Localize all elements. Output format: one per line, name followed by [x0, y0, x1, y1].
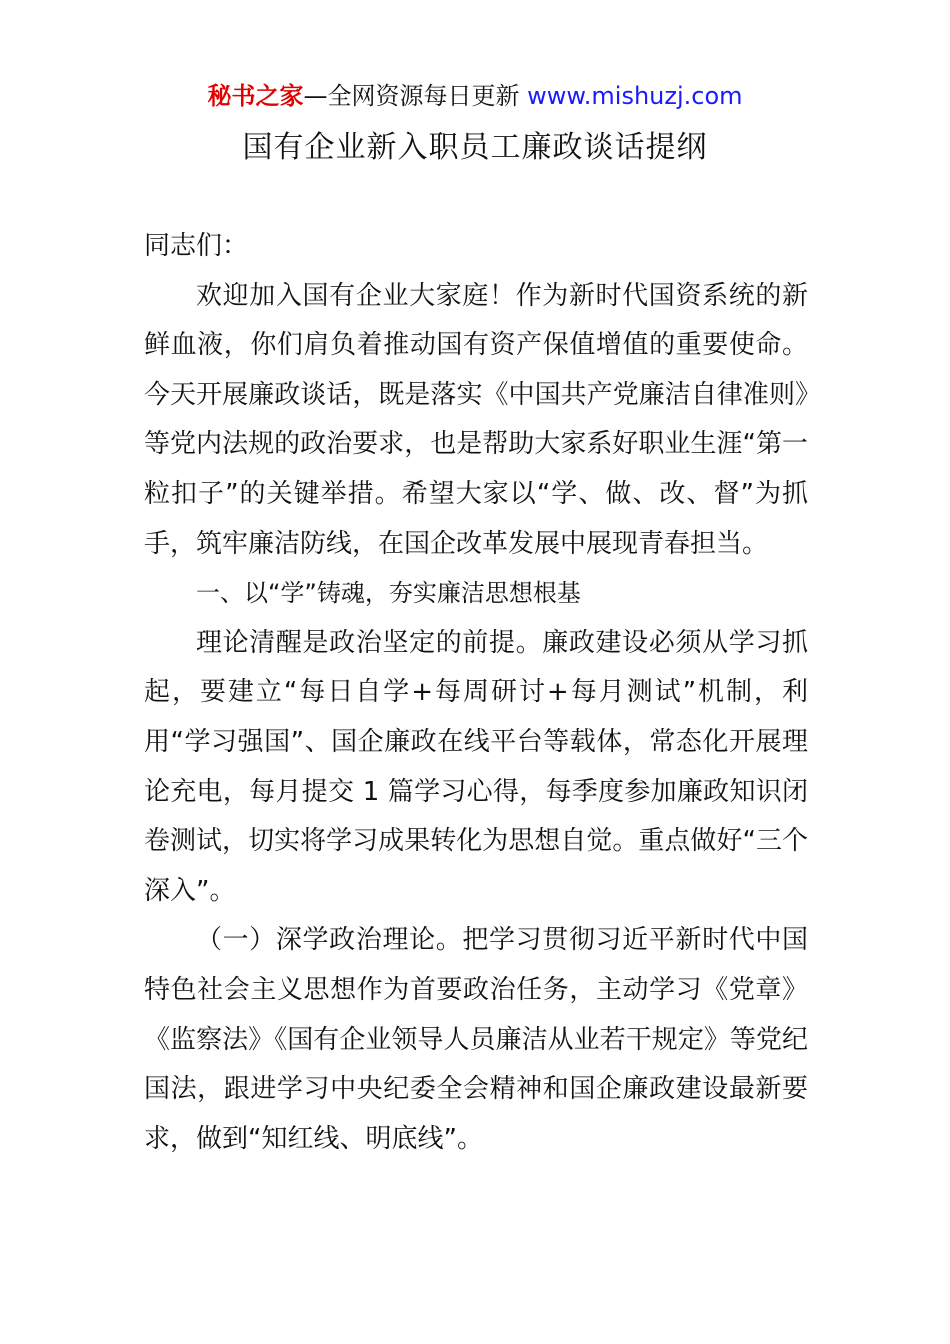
document-body	[144, 222, 808, 1164]
section-1-heading: 一、以“学”铸魂，夯实廉洁思想根基	[196, 579, 581, 608]
site-url-link[interactable]: www.mishuzj.com	[527, 82, 743, 110]
intro-paragraph: 欢迎加入国有企业大家庭！作为新时代国资系统的新鲜血液，你们肩负着推动国有资产保值增值的重要使命。今天开展廉政谈话，既是落实《中国共产党廉洁自律准则》等党内法规的政治要求，也是帮助大家系好职业生涯“第一粒扣子”的关键举措。希望大家以“学、做、改、督”为抓手，筑牢廉洁防线，在国企改革发展中展现青春担当。	[144, 280, 808, 559]
subsection-1-paragraph: （一）深学政治理论。把学习贯彻习近平新时代中国特色社会主义思想作为首要政治任务，主动学习《党章》《监察法》《国有企业领导人员廉洁从业若干规定》等党纪国法，跟进学习中央纪委全会精神和国企廉政建设最新要求，做到“知红线、明底线”。	[144, 925, 808, 1154]
brand-name: 秘书之家	[207, 82, 304, 110]
document-title: 国有企业新入职员工廉政谈话提纲	[242, 130, 708, 165]
salutation: 同志们：	[144, 231, 249, 261]
header-tagline: —全网资源每日更新	[303, 82, 528, 110]
site-header	[0, 80, 950, 112]
section-1-paragraph: 理论清醒是政治坚定的前提。廉政建设必须从学习抓起，要建立“每日自学+每周研讨+每月测试”机制，利用“学习强国”、国企廉政在线平台等载体，常态化开展理论充电，每月提交 1 篇学习心得，每季度参加廉政知识闭卷测试，切实将学习成果转化为思想自觉。重点做好“三个深入”。	[144, 627, 808, 906]
